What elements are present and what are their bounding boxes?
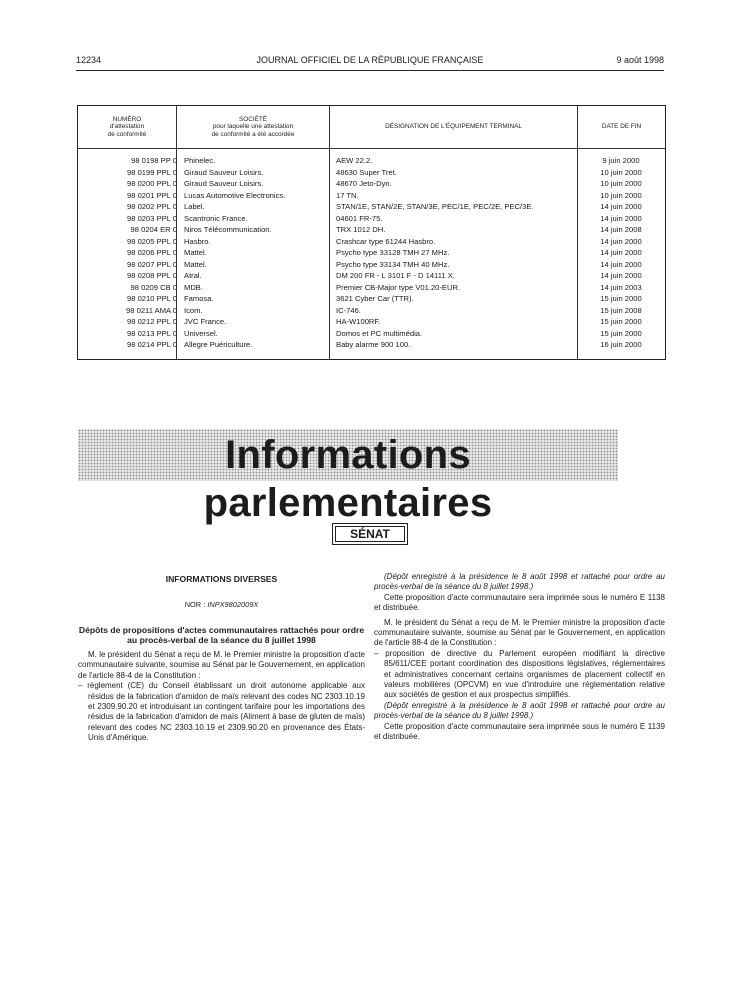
nor-reference	[78, 600, 365, 610]
end-date: 15 juin 2000	[600, 294, 642, 303]
end-date: 10 juin 2000	[600, 167, 642, 177]
attestation-number: 98 0205 PPL 0	[127, 236, 177, 246]
issue-date: 9 août 1998	[616, 55, 664, 65]
equipment-designation: Crashcar type 61244 Hasbro.	[336, 236, 436, 246]
attestation-number: 98 0206 PPL 0	[127, 248, 177, 257]
table-row	[78, 293, 665, 305]
end-date: 9 juin 2000	[602, 156, 640, 165]
deposit-note: (Dépôt enregistré à la présidence le 8 août 1998 et rattaché pour ordre au procès-verbal de la séance du 8 juillet 1998.)	[374, 572, 665, 592]
table-row	[78, 247, 665, 259]
company-name: Scantronic France.	[184, 213, 248, 223]
company-name: Lucas Automotive Electronics.	[184, 190, 286, 200]
table-row	[78, 316, 665, 328]
attestation-number: 98 0210 PPL 0	[127, 294, 177, 303]
equipment-designation: DM 200 FR - L 3101 F - D 14111 X.	[336, 271, 455, 280]
equipment-designation: 48630 Super Tret.	[336, 167, 397, 177]
deposit-note: (Dépôt enregistré à la présidence le 8 août 1998 et rattaché pour ordre au procès-verbal de la séance du 8 juillet 1998.)	[374, 700, 665, 721]
equipment-designation: TRX 1012 DH.	[336, 225, 386, 234]
table-row	[78, 224, 665, 236]
end-date: 15 juin 2008	[600, 305, 642, 315]
attestation-number: 98 0208 PPL 0	[127, 271, 177, 280]
attestation-number: 98 0211 AMA 0	[126, 305, 177, 315]
company-name: Atral.	[184, 271, 202, 280]
attestation-number: 98 0198 PP 0	[131, 156, 177, 165]
senat-label: SÉNAT	[335, 526, 405, 542]
end-date: 15 juin 2000	[600, 328, 642, 338]
paragraph: M. le président du Sénat a reçu de M. le Premier ministre la proposition d'acte communautaire suivante, soumise au Sénat par le Gouvernement, en application de l'article 88-4 de la Constitution :	[78, 650, 365, 680]
end-date: 14 juin 2000	[600, 202, 642, 211]
attestation-number: 98 0212 PPL 0	[127, 317, 177, 326]
journal-title: JOURNAL OFFICIEL DE LA RÉPUBLIQUE FRANÇAISE	[256, 55, 484, 65]
end-date: 14 juin 2000	[600, 248, 642, 257]
attestation-number: 98 0213 PPL 0	[127, 328, 177, 338]
nor-code: INPX9802009X	[207, 600, 259, 610]
equipment-designation: Psycho type 33134 TMH 40 MHz.	[336, 259, 450, 269]
end-date: 14 juin 2000	[600, 213, 642, 223]
end-date: 10 juin 2000	[600, 190, 642, 200]
paragraph: Cette proposition d'acte communautaire sera imprimée sous le numéro E 1139 et distribuée.	[374, 721, 665, 742]
bullet-item: – proposition de directive du Parlement européen modifiant la directive 85/611/CEE portant coordination des dispositions législatives, réglementaires et administratives concernant certains organismes de placement collectif en valeurs mobilières (OPCVM) en vue d'introduire une réglementation relative aux sociétés de gestion et aux prospectus simplifiés.	[374, 648, 665, 700]
table-row	[78, 167, 665, 179]
company-name: Mattel.	[184, 248, 207, 257]
table-row	[78, 339, 665, 351]
table-row	[78, 213, 665, 225]
attestation-number: 98 0199 PPL 0	[127, 167, 177, 177]
table-row	[78, 328, 665, 340]
equipment-designation: 48670 Jeto-Dyn.	[336, 179, 392, 188]
equipment-designation: 04601 FR-75.	[336, 213, 383, 223]
header-rule	[76, 70, 664, 71]
table-row	[78, 236, 665, 248]
equipment-designation: HA-W100RF.	[336, 317, 381, 326]
company-name: Icom.	[184, 305, 203, 315]
end-date: 15 juin 2000	[600, 317, 642, 326]
col-header-societe: SOCIÉTÉ pour laquelle une attestation de conformité a été accordée	[211, 115, 295, 138]
company-name: Mattel.	[184, 259, 207, 269]
equipment-designation: 17 TN.	[336, 190, 359, 200]
equipment-designation: Psycho type 33128 TMH 27 MHz.	[336, 248, 450, 257]
table-row	[78, 270, 665, 282]
company-name: MDB.	[184, 282, 203, 292]
end-date: 14 juin 2000	[600, 271, 642, 280]
attestation-number: 98 0204 ER 0	[130, 225, 177, 234]
company-name: JVC France.	[184, 317, 227, 326]
deposit-title: Dépôts de propositions d'actes communautaires rattachés pour ordre au procès-verbal de la séance du 8 juillet 1998	[78, 624, 365, 646]
attestation-table	[77, 105, 666, 360]
nor-label: NOR :	[184, 600, 208, 610]
left-column	[78, 572, 365, 744]
company-name: Famosa.	[184, 294, 214, 303]
attestation-number: 98 0214 PPL 0	[127, 340, 177, 349]
company-name: Phinelec.	[184, 156, 216, 165]
section-title: INFORMATIONS DIVERSES	[165, 574, 278, 584]
table-row	[78, 282, 665, 294]
senat-box	[332, 523, 408, 545]
right-column	[374, 572, 665, 743]
col-header-numero: NUMÉRO d'attestation de conformité	[107, 115, 147, 138]
attestation-number: 98 0202 PPL 0	[127, 202, 177, 211]
attestation-number: 98 0203 PPL 0	[127, 213, 177, 223]
attestation-number: 98 0209 CB 0	[130, 282, 177, 292]
table-row	[78, 155, 665, 167]
col-header-date: DATE DE FIN	[601, 123, 642, 131]
table-row	[78, 190, 665, 202]
company-name: Allegre Puériculture.	[184, 340, 253, 349]
table-row	[78, 305, 665, 317]
attestation-number: 98 0201 PPL 0	[127, 190, 177, 200]
page-number: 12234	[76, 55, 102, 65]
equipment-designation: Premier CB-Major type V01.20-EUR.	[336, 282, 461, 292]
equipment-designation: Baby alarme 900 100.	[336, 340, 411, 349]
paragraph: Cette proposition d'acte communautaire sera imprimée sous le numéro E 1138 et distribuée.	[374, 592, 665, 613]
attestation-number: 98 0200 PPL 0	[127, 179, 177, 188]
company-name: Universel.	[184, 328, 218, 338]
end-date: 16 juin 2000	[600, 340, 642, 349]
page-header	[76, 55, 664, 69]
equipment-designation: IC-746.	[336, 305, 361, 315]
attestation-number: 98 0207 PPL 0	[127, 259, 177, 269]
company-name: Niros Télécommunication.	[184, 225, 272, 234]
equipment-designation: 3621 Cyber Car (TTR).	[336, 294, 414, 303]
header-divider	[78, 148, 665, 149]
table-body	[78, 155, 665, 351]
col-header-designation: DÉSIGNATION DE L'ÉQUIPEMENT TERMINAL	[385, 123, 522, 131]
end-date: 14 juin 2008	[600, 225, 642, 234]
end-date: 10 juin 2000	[600, 179, 642, 188]
table-row	[78, 201, 665, 213]
equipment-designation: Domos et PC multimédia.	[336, 328, 423, 338]
equipment-designation: STAN/1E, STAN/2E, STAN/3E, PEC/1E, PEC/2E, PEC/3E.	[336, 202, 534, 211]
company-name: Hasbro.	[184, 236, 211, 246]
table-row	[78, 178, 665, 190]
company-name: Giraud Sauveur Loisirs.	[184, 167, 264, 177]
equipment-designation: AEW 22.2.	[336, 156, 373, 165]
paragraph: M. le président du Sénat a reçu de M. le Premier ministre la proposition d'acte communautaire suivante, soumise au Sénat par le Gouvernement, en application de l'article 88-4 de la Constitution :	[374, 617, 665, 648]
table-row	[78, 259, 665, 271]
end-date: 14 juin 2000	[600, 236, 642, 246]
end-date: 14 juin 2003	[600, 282, 642, 292]
company-name: Label.	[184, 202, 205, 211]
bullet-item: – règlement (CE) du Conseil établissant un droit autonome applicable aux résidus de la fabrication d'amidon de maïs relevant des codes NC 2303.10.19 et 2309.90.20 et introduisant un contingent tarifaire pour les importations des résidus de la fabrication d'amidon de maïs (Aliment à base de gluten de maïs) relevant des codes NC 2303.10.19 et 2309.90.20 en provenance des États-Unis d'Amérique.	[78, 681, 365, 743]
banner-title: Informations parlementaires	[203, 433, 493, 525]
company-name: Giraud Sauveur Loisirs.	[184, 179, 264, 188]
end-date: 14 juin 2000	[600, 259, 642, 269]
